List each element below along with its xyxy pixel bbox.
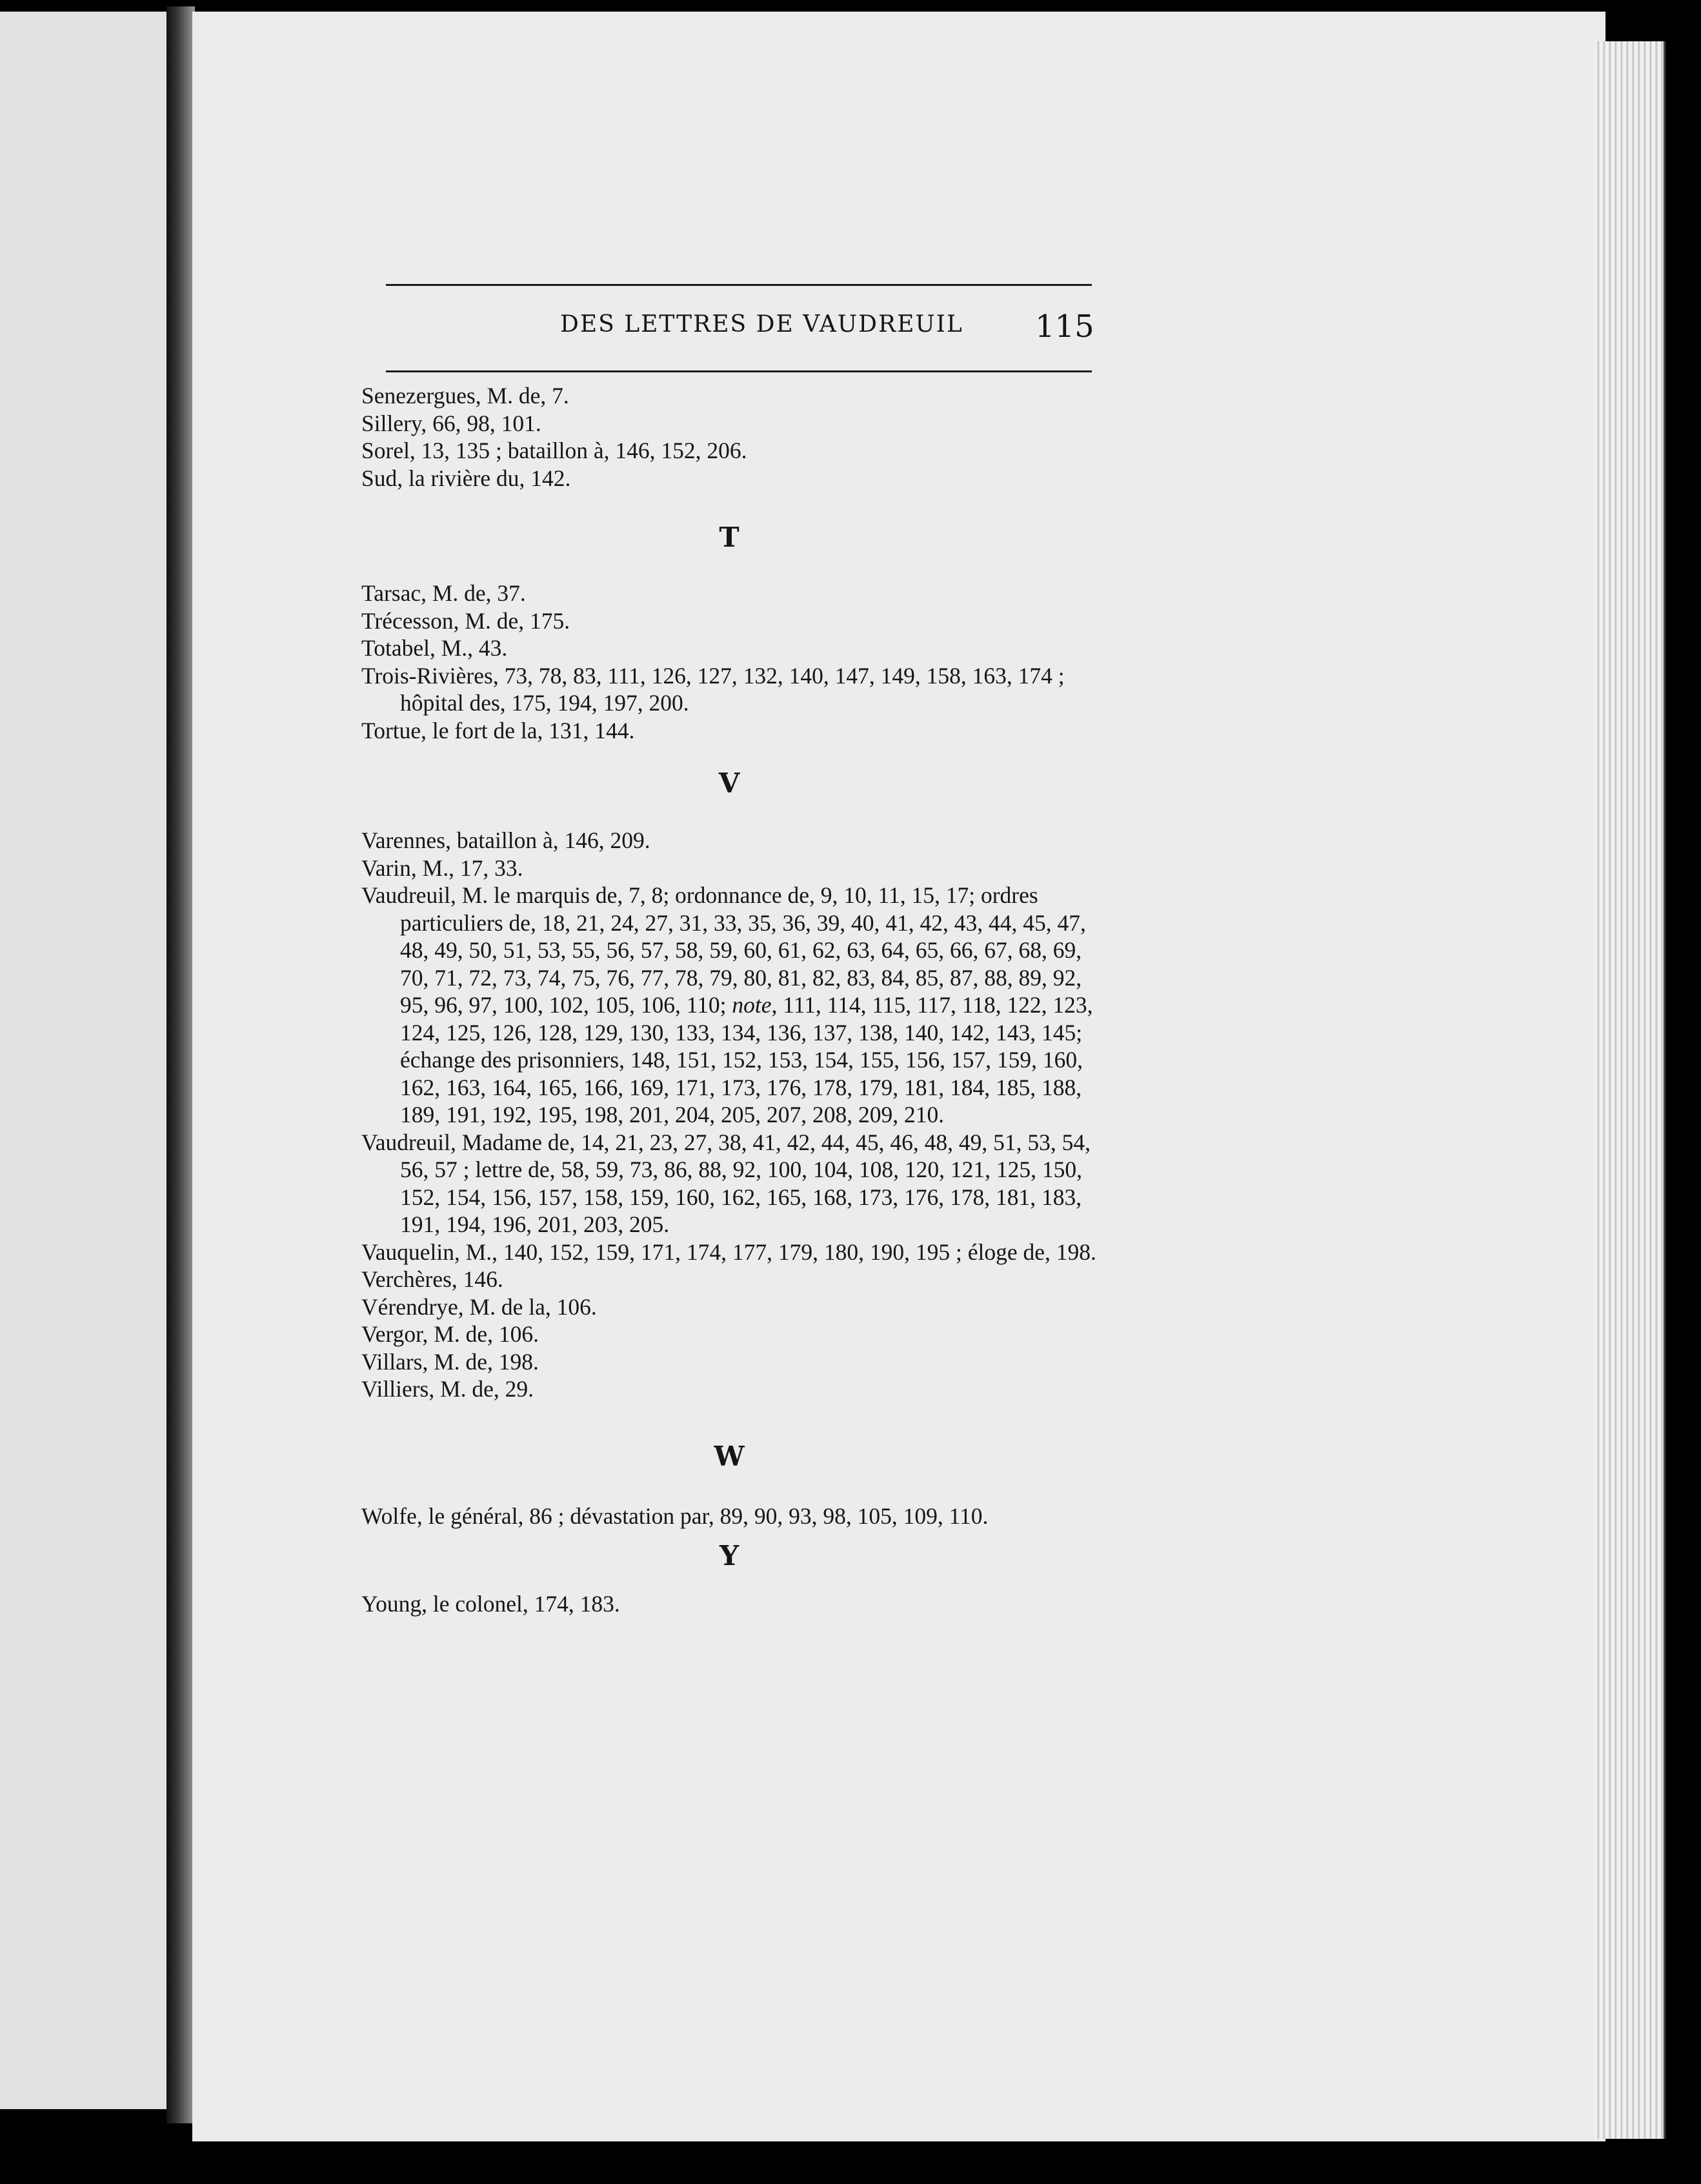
entry-note-italic: note: [732, 992, 772, 1018]
book-gutter: [166, 6, 195, 2123]
index-entry: Varin, M., 17, 33.: [361, 854, 523, 881]
index-entry: Totabel, M., 43.: [361, 635, 508, 661]
section-letter-v: V: [718, 767, 740, 799]
index-entry: Sorel, 13, 135 ; bataillon à, 146, 152, 206.: [361, 438, 747, 463]
index-entry: Varennes, bataillon à, 146, 209.: [361, 827, 650, 853]
header-rule-bottom: [386, 370, 1092, 372]
entry-text: Vaudreuil, M. le marquis de, 7, 8; ordonnance de, 9, 10, 11, 15, 17; ordres particuliers de, 18, 21, 24, 27, 31, 33, 35, 36, 39, 40, 41, 42, 43, 44, 45, 47, 48, 49, 50, 51, 53, 55, 56, 57, 58, 59, 60, 61, 62, 63, 64, 65, 66, 67, 68, 69, 70, 71, 72, 73, 74, 75, 76, 77, 78, 79, 80, 81, 82, 83, 84, 85, 87, 88, 89, 92, 95, 96, 97, 100, 102, 105, 106, 110;: [361, 882, 1086, 1018]
index-entry: Young, le colonel, 174, 183.: [361, 1591, 620, 1617]
section-letter-t: T: [719, 521, 740, 553]
index-entry: Sud, la rivière du, 142.: [361, 465, 571, 491]
index-entry-vaudreuil-marquis: [361, 882, 1097, 1129]
page-stack-edges: [1594, 41, 1666, 2139]
index-entry: Tarsac, M. de, 37.: [361, 580, 526, 606]
index-entry: Vérendrye, M. de la, 106.: [361, 1293, 597, 1320]
index-entry: Vergor, M. de, 106.: [361, 1321, 539, 1347]
index-entry: Senezergues, M. de, 7.: [361, 383, 569, 409]
index-entry: Sillery, 66, 98, 101.: [361, 410, 541, 436]
index-entry: Verchères, 146.: [361, 1266, 503, 1292]
index-entry: Vaudreuil, Madame de, 14, 21, 23, 27, 38, 41, 42, 44, 45, 46, 48, 49, 51, 53, 54, 56, 57 ; lettre de, 58, 59, 73, 86, 88, 92, 100, 104, 108, 120, 121, 125, 150, 152, 154, 156, 157, 158, 159, 160, 162, 165, 168, 173, 176, 178, 181, 183, 191, 194, 196, 201, 203, 205.: [361, 1129, 1091, 1237]
page-number: 115: [1035, 308, 1094, 345]
facing-page-edge: [0, 12, 168, 2109]
index-entry: Wolfe, le général, 86 ; dévastation par, 89, 90, 93, 98, 105, 109, 110.: [361, 1502, 989, 1529]
running-head: DES LETTRES DE VAUDREUIL: [560, 311, 963, 338]
index-entry: Tortue, le fort de la, 131, 144.: [361, 717, 635, 743]
index-entry: Trécesson, M. de, 175.: [361, 607, 570, 634]
index-entry: Villiers, M. de, 29.: [361, 1376, 534, 1402]
section-letter-y: Y: [720, 1540, 739, 1572]
section-letter-w: W: [714, 1440, 745, 1472]
index-body: [361, 382, 1097, 1618]
header-rule-top: [386, 284, 1092, 286]
index-entry: Trois-Rivières, 73, 78, 83, 111, 126, 127, 132, 140, 147, 149, 158, 163, 174 ; hôpital des, 175, 194, 197, 200.: [361, 662, 1065, 716]
index-entry: Villars, M. de, 198.: [361, 1348, 539, 1375]
index-entry: Vauquelin, M., 140, 152, 159, 171, 174, 177, 179, 180, 190, 195 ; éloge de, 198.: [361, 1239, 1096, 1265]
entry-text: , 111, 114, 115, 117, 118, 122, 123, 124, 125, 126, 128, 129, 130, 133, 134, 136, 137, 138, 140, 142, 143, 145; échange des prisonniers, 148, 151, 152, 153, 154, 155, 156, 157, 159, 160, 162, 163, 164, 165, 166, 169, 171, 173, 176, 178, 179, 181, 184, 185, 188, 189, 191, 192, 195, 198, 201, 204, 205, 207, 208, 209, 210.: [400, 992, 1093, 1127]
